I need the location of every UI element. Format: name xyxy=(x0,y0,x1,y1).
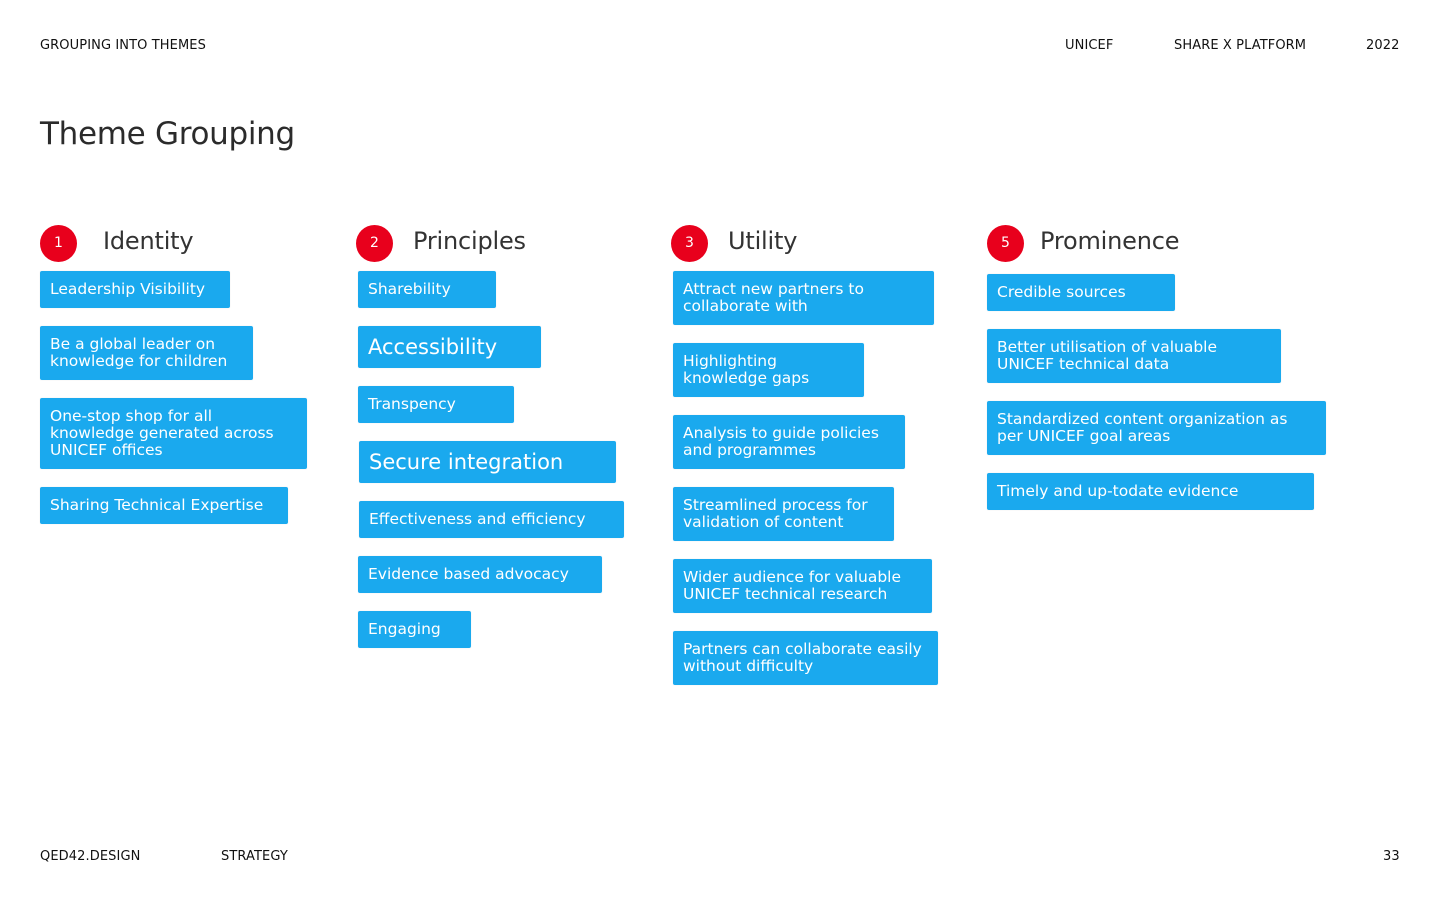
theme-item: Credible sources xyxy=(987,274,1175,311)
theme-item: Analysis to guide policies and programmes xyxy=(673,415,905,469)
theme-label: Identity xyxy=(103,227,194,255)
theme-item: Better utilisation of valuable UNICEF technical data xyxy=(987,329,1281,383)
theme-number-badge: 5 xyxy=(987,225,1024,262)
theme-item: Engaging xyxy=(358,611,471,648)
header-year: 2022 xyxy=(1366,38,1400,53)
theme-item: Attract new partners to collaborate with xyxy=(673,271,934,325)
theme-item: Sharebility xyxy=(358,271,496,308)
theme-item: Effectiveness and efficiency xyxy=(359,501,624,538)
theme-item: Partners can collaborate easily without difficulty xyxy=(673,631,938,685)
theme-item: Sharing Technical Expertise xyxy=(40,487,288,524)
theme-item: One-stop shop for all knowledge generated across UNICEF offices xyxy=(40,398,307,469)
theme-item: Be a global leader on knowledge for children xyxy=(40,326,253,380)
header-section-label: GROUPING INTO THEMES xyxy=(40,38,206,53)
theme-item: Evidence based advocacy xyxy=(358,556,602,593)
theme-number-badge: 2 xyxy=(356,225,393,262)
footer-category: STRATEGY xyxy=(221,849,288,864)
theme-label: Utility xyxy=(728,227,798,255)
theme-item: Secure integration xyxy=(359,441,616,483)
theme-item: Transpency xyxy=(358,386,514,423)
theme-item: Wider audience for valuable UNICEF technical research xyxy=(673,559,932,613)
theme-label: Principles xyxy=(413,227,526,255)
page-title: Theme Grouping xyxy=(40,116,295,152)
page-number: 33 xyxy=(1383,849,1400,864)
theme-number-badge: 3 xyxy=(671,225,708,262)
theme-item: Streamlined process for validation of content xyxy=(673,487,894,541)
header-project: SHARE X PLATFORM xyxy=(1174,38,1307,53)
theme-item: Accessibility xyxy=(358,326,541,368)
footer-brand: QED42.DESIGN xyxy=(40,849,141,864)
theme-item: Highlighting knowledge gaps xyxy=(673,343,864,397)
theme-item: Timely and up-todate evidence xyxy=(987,473,1314,510)
theme-item: Standardized content organization as per UNICEF goal areas xyxy=(987,401,1326,455)
theme-number-badge: 1 xyxy=(40,225,77,262)
theme-item: Leadership Visibility xyxy=(40,271,230,308)
header-client: UNICEF xyxy=(1065,38,1114,53)
theme-label: Prominence xyxy=(1040,227,1180,255)
